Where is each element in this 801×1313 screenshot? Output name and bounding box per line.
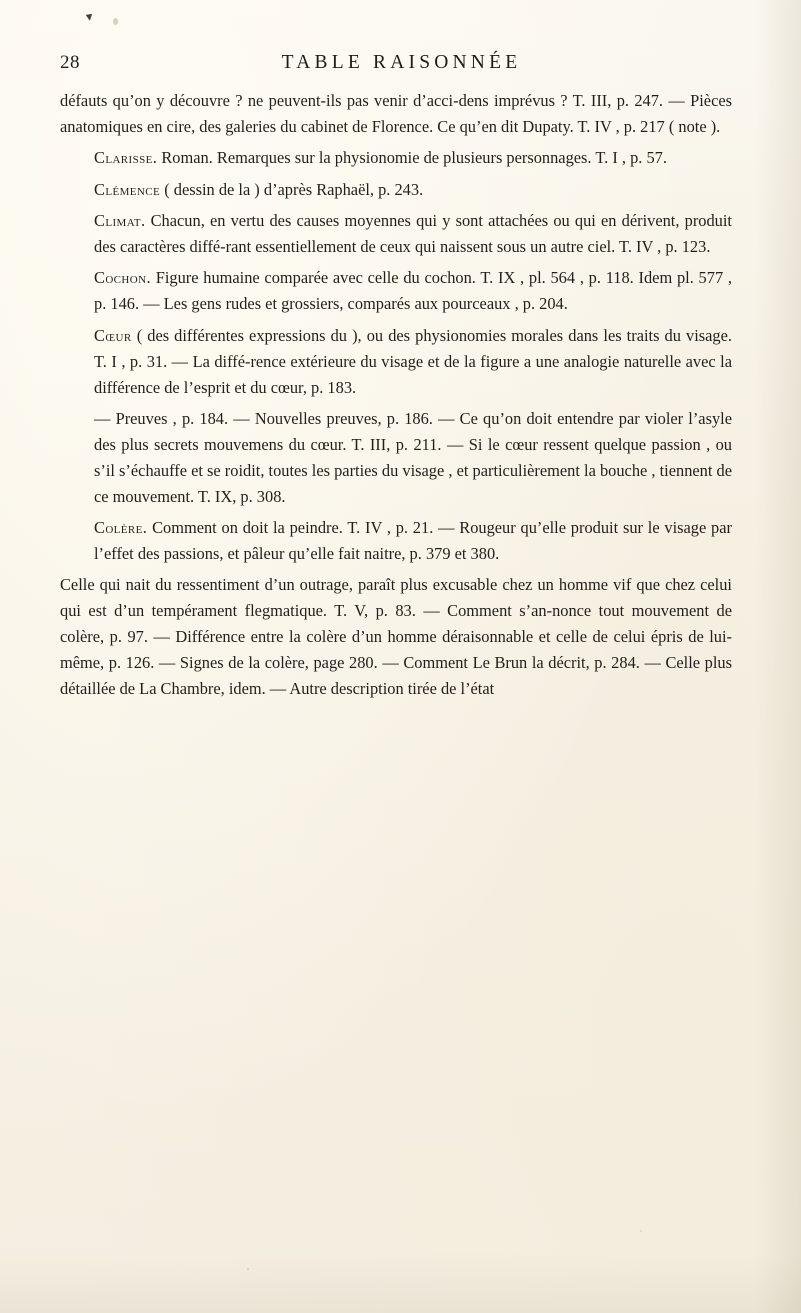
entry-defauts — [60, 88, 732, 140]
entry-coeur — [60, 323, 732, 401]
entry-coeur-text: ( des différentes expressions du ), ou des physionomies morales dans les traits du visage. T. I , p. 31. — La diffé-rence extérieure du visage et de la figure a une analogie naturelle avec la différence de l’esprit et du cœur, p. 183. — [94, 325, 732, 397]
running-title: TABLE RAISONNÉE — [281, 52, 522, 73]
page-number: 28 — [60, 52, 80, 73]
entry-cochon-headword: Cochon. — [94, 268, 151, 288]
entry-colere — [60, 515, 732, 567]
entry-clarisse-text: Roman. Remarques sur la physionomie de plusieurs personnages. T. I , p. 57. — [161, 148, 667, 168]
entry-clemence — [60, 177, 732, 203]
paper-speck — [247, 1268, 249, 1270]
entry-preuves-text: p. 184. — Nouvelles preuves, p. 186. — Ce qu’on doit entendre par violer l’asyle des plus secrets mouvemens du cœur. T. III, p. 211. — Si le cœur ressent quelque passion , ou s’il s’échauffe et se roidit, toutes les parties du visage , et particulièrement la bouche , tiennent de ce mouvement. T. IX, p. 308. — [94, 408, 732, 506]
entry-clarisse-headword: Clarisse. — [94, 148, 158, 168]
entry-cochon-text: Figure humaine comparée avec celle du cochon. T. IX , pl. 564 , p. 118. Idem pl. 577 , p. 146. — Les gens rudes et grossiers, comparés aux pourceaux , p. 204. — [94, 268, 732, 314]
entry-climat — [60, 208, 732, 260]
entry-clemence-headword: Clémence — [94, 179, 161, 199]
entry-climat-headword: Climat. — [94, 211, 146, 231]
entry-clarisse — [60, 145, 732, 171]
entry-clemence-text: ( dessin de la ) d’après Raphaël, p. 243. — [164, 179, 424, 199]
entry-coeur-headword: Cœur — [94, 325, 132, 345]
entry-colere-suite-text: Celle qui nait du ressentiment d’un outrage, paraît plus excusable chez un homme vif que chez celui qui est d’un tempérament flegmatique. T. V, p. 83. — Comment s’an-nonce tout mouvement de colère, p. 97. — Différence entre la colère d’un homme déraisonnable et celle de celui épris de lui-même, p. 126. — Signes de la colère, page 280. — Comment Le Brun la décrit, p. 284. — Celle plus détaillée de La Chambre, idem. — Autre description tirée de l’état — [60, 575, 732, 699]
ink-mark-icon: ▾ — [84, 8, 94, 25]
paper-speck — [113, 18, 118, 25]
entry-colere-headword: Colère. — [94, 518, 148, 538]
entry-preuves — [60, 406, 732, 510]
entry-climat-text: Chacun, en vertu des causes moyennes qui y sont attachées ou qui en dérivent, produit des caractères diffé-rant essentiellement de ceux qui naissent sous un autre ciel. T. IV , p. 123. — [94, 211, 732, 257]
paper-speck — [640, 1230, 642, 1232]
page-edge-shadow — [755, 0, 801, 1313]
entry-preuves-headword: — Preuves , — [94, 408, 177, 428]
index-entries — [60, 88, 732, 702]
entry-defauts-text: défauts qu’on y découvre ? ne peuvent-ils pas venir d’acci-dens imprévus ? T. III, p. 247. — Pièces anatomiques en cire, des galeries du cabinet de Florence. Ce qu’en dit Dupaty. T. IV , p. 217 ( note ). — [60, 91, 732, 136]
entry-colere-text: Comment on doit la peindre. T. IV , p. 21. — Rougeur qu’elle produit sur le visage par l’effet des passions, et pâleur qu’elle fait naitre, p. 379 et 380. — [94, 518, 732, 563]
entry-cochon — [60, 265, 732, 317]
entry-colere-suite — [60, 572, 732, 702]
page-header — [0, 52, 801, 74]
page-bottom-shadow — [0, 1253, 801, 1313]
